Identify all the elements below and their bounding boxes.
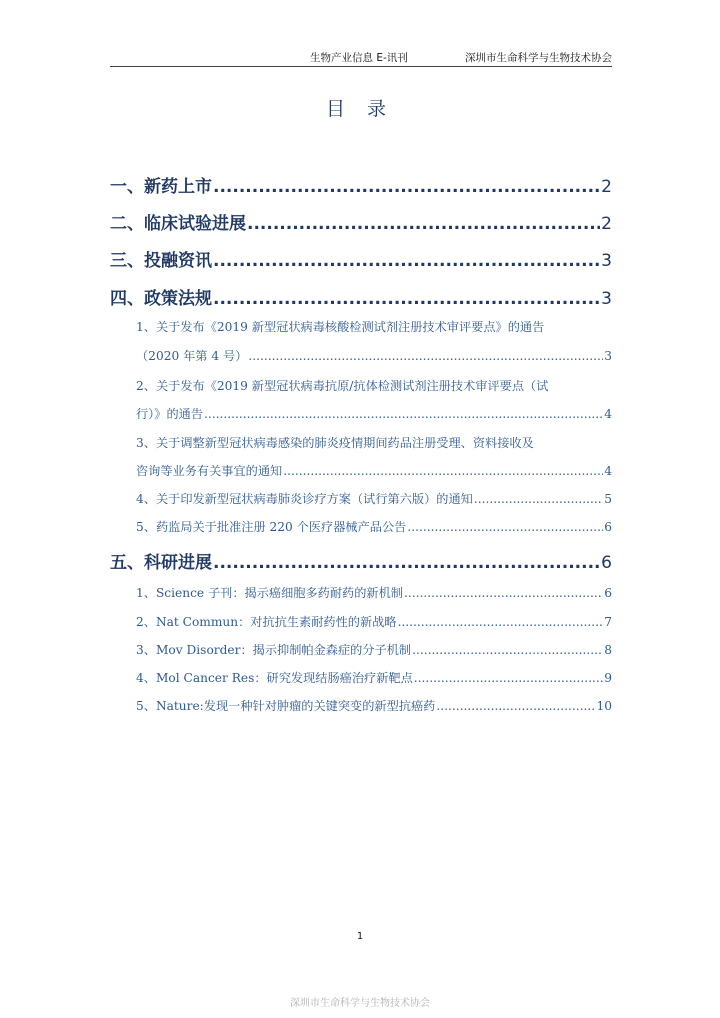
toc-page-number: 3 <box>604 349 612 363</box>
toc-item-5-5[interactable] <box>136 697 612 714</box>
toc-item-4-4[interactable] <box>136 490 612 507</box>
toc-section-label: 二、临床试验进展 <box>110 214 246 234</box>
toc-section-label: 四、政策法规 <box>110 289 212 309</box>
toc-leader <box>213 553 600 573</box>
toc-title: 目 录 <box>325 98 395 120</box>
toc-page-number: 2 <box>601 177 612 197</box>
toc-page-number: 2 <box>601 214 612 234</box>
toc-page-number: 4 <box>604 407 612 421</box>
toc-page-number: 4 <box>604 464 612 478</box>
toc-item-label: （2020 年第 4 号） <box>136 349 248 363</box>
toc-section-4[interactable] <box>110 284 612 309</box>
page-header <box>110 48 612 66</box>
toc-leader <box>248 349 603 363</box>
toc-item-4-2[interactable] <box>136 405 612 422</box>
toc-page-number: 7 <box>604 615 612 629</box>
toc-section-3[interactable] <box>110 246 612 271</box>
toc-leader <box>414 671 603 685</box>
header-rule <box>110 66 612 67</box>
toc-leader <box>398 615 604 629</box>
footer-organization: 深圳市生命科学与生物技术协会 <box>290 998 430 1009</box>
toc-item-4-3-line1[interactable]: 3、关于调整新型冠状病毒感染的肺炎疫情期间药品注册受理、资料接收及 <box>136 436 534 450</box>
header-organization: 深圳市生命科学与生物技术协会 <box>465 52 612 64</box>
toc-item-label: 4、Mol Cancer Res：研究发现结肠癌治疗新靶点 <box>136 671 413 685</box>
toc-page-number: 5 <box>604 492 612 506</box>
toc-leader <box>407 520 603 534</box>
toc-page-number: 9 <box>604 671 612 685</box>
toc-item-label: 5、药监局关于批准注册 220 个医疗器械产品公告 <box>136 520 407 534</box>
toc-item-label: 咨询等业务有关事宜的通知 <box>136 464 283 478</box>
toc-leader <box>283 464 603 478</box>
toc-leader <box>247 214 600 234</box>
toc-section-2[interactable] <box>110 209 612 234</box>
toc-leader <box>213 177 600 197</box>
toc-item-4-1[interactable] <box>136 347 612 364</box>
toc-item-5-2[interactable] <box>136 613 612 630</box>
toc-item-label: 3、Mov Disorder：揭示抑制帕金森症的分子机制 <box>136 643 412 657</box>
toc-leader <box>204 407 603 421</box>
toc-item-5-1[interactable] <box>136 584 612 601</box>
toc-leader <box>474 492 603 506</box>
toc-item-label: 行）》的通告 <box>136 407 204 421</box>
toc-section-1[interactable] <box>110 172 612 197</box>
toc-page-number: 3 <box>601 289 612 309</box>
toc-leader <box>436 699 595 713</box>
toc-section-5[interactable] <box>110 548 612 573</box>
toc-leader <box>213 251 600 271</box>
header-publication: 生物产业信息 E-讯刊 <box>310 52 408 64</box>
toc-page-number: 10 <box>596 699 612 713</box>
toc-item-4-1-line1[interactable]: 1、关于发布《2019 新型冠状病毒核酸检测试剂注册技术审评要点》的通告 <box>136 320 545 334</box>
toc-section-label: 五、科研进展 <box>110 553 212 573</box>
toc-leader <box>404 586 603 600</box>
toc-leader <box>412 643 603 657</box>
toc-item-4-2-line1[interactable]: 2、关于发布《2019 新型冠状病毒抗原/抗体检测试剂注册技术审评要点（试 <box>136 379 549 393</box>
toc-item-5-3[interactable] <box>136 641 612 658</box>
toc-page-number: 8 <box>604 643 612 657</box>
toc-section-label: 一、新药上市 <box>110 177 212 197</box>
toc-page-number: 6 <box>601 553 612 573</box>
footer-page-number: 1 <box>356 931 364 942</box>
toc-section-label: 三、投融资讯 <box>110 251 212 271</box>
toc-item-label: 2、Nat Commun：对抗抗生素耐药性的新战略 <box>136 615 397 629</box>
toc-item-5-4[interactable] <box>136 669 612 686</box>
toc-page-number: 3 <box>601 251 612 271</box>
toc-item-4-3[interactable] <box>136 462 612 479</box>
toc-item-label: 1、Science 子刊：揭示癌细胞多药耐药的新机制 <box>136 586 403 600</box>
toc-item-label: 5、Nature:发现一种针对肿瘤的关键突变的新型抗癌药 <box>136 699 436 713</box>
toc-page-number: 6 <box>604 520 612 534</box>
toc-item-4-5[interactable] <box>136 518 612 535</box>
toc-leader <box>213 289 600 309</box>
toc-page-number: 6 <box>604 586 612 600</box>
toc-item-label: 4、关于印发新型冠状病毒肺炎诊疗方案（试行第六版）的通知 <box>136 492 473 506</box>
